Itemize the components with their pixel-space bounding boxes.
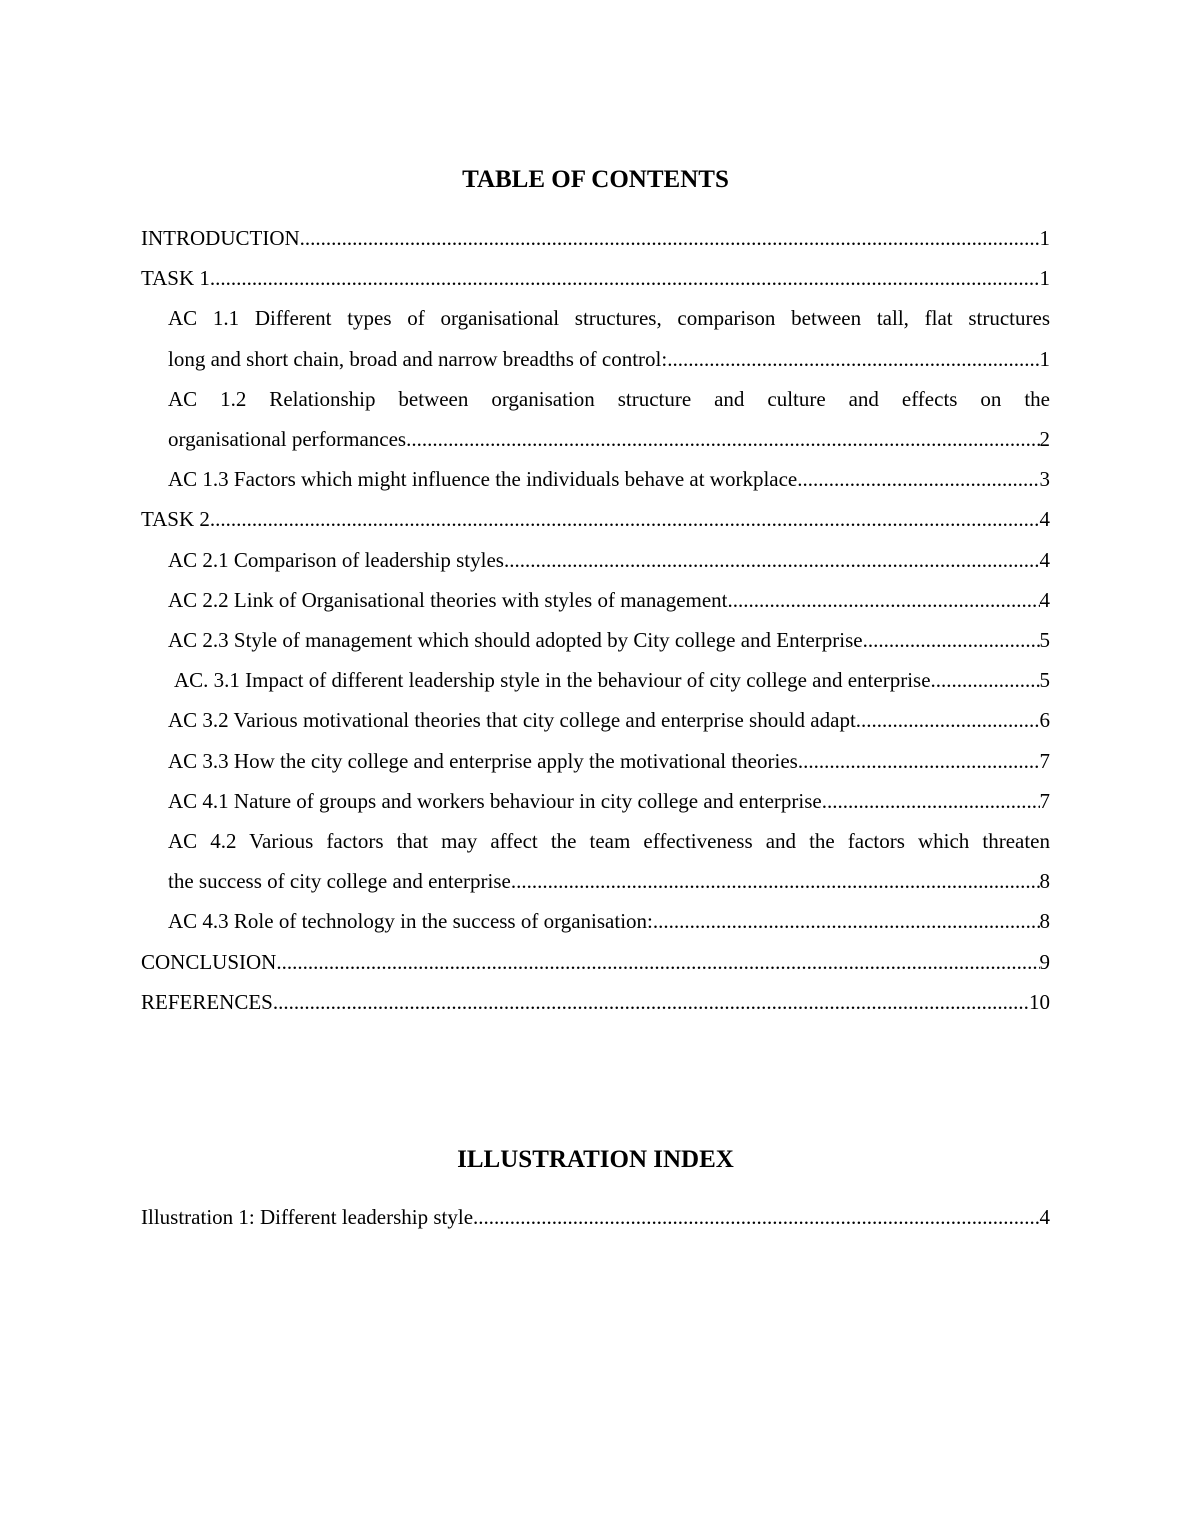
toc-entry-text: AC 2.3 Style of management which should adopted by City college and Enterprise bbox=[168, 628, 863, 653]
toc-entry[interactable] bbox=[141, 499, 1050, 539]
toc-entry-text: TASK 1 bbox=[141, 266, 210, 291]
toc-entry[interactable] bbox=[141, 379, 1050, 459]
toc-entry-text-line1: AC 1.2 Relationship between organisation structure and culture and effects on the bbox=[168, 386, 1050, 411]
toc-entry[interactable] bbox=[141, 821, 1050, 901]
toc-entry[interactable] bbox=[141, 741, 1050, 781]
dot-leader bbox=[728, 580, 1040, 620]
dot-leader bbox=[210, 499, 1040, 539]
toc-page-number: 8 bbox=[1039, 869, 1050, 894]
toc-entry[interactable] bbox=[141, 901, 1050, 941]
toc-title: TABLE OF CONTENTS bbox=[462, 166, 729, 193]
dot-leader bbox=[473, 1197, 1039, 1237]
dot-leader bbox=[797, 459, 1039, 499]
toc-page-number: 8 bbox=[1039, 909, 1050, 934]
dot-leader bbox=[276, 942, 1039, 982]
illustration-index-list bbox=[141, 1197, 1050, 1237]
toc-page-number: 7 bbox=[1039, 788, 1050, 813]
toc-entry-text-line1: AC 4.2 Various factors that may affect the team effectiveness and the factors which threaten bbox=[168, 829, 1050, 854]
dot-leader bbox=[856, 700, 1040, 740]
toc-entry[interactable] bbox=[141, 660, 1050, 700]
dot-leader bbox=[504, 540, 1040, 580]
toc-entry-text: AC 4.3 Role of technology in the success of organisation: bbox=[168, 909, 653, 934]
toc-entry[interactable] bbox=[141, 982, 1050, 1022]
toc-entry-text: AC 3.2 Various motivational theories that city college and enterprise should adapt bbox=[168, 708, 856, 733]
toc-page-number: 7 bbox=[1039, 748, 1050, 773]
toc-entry[interactable] bbox=[141, 218, 1050, 258]
toc-entry-text: AC 4.1 Nature of groups and workers behaviour in city college and enterprise bbox=[168, 788, 822, 813]
toc-entry[interactable] bbox=[141, 540, 1050, 580]
dot-leader bbox=[300, 218, 1040, 258]
toc-entry-text: AC 3.3 How the city college and enterprise apply the motivational theories bbox=[168, 748, 798, 773]
illustration-entry[interactable] bbox=[141, 1197, 1050, 1237]
toc-entry-text: TASK 2 bbox=[141, 507, 210, 532]
dot-leader bbox=[931, 660, 1040, 700]
dot-leader bbox=[798, 741, 1040, 781]
toc-page-number: 2 bbox=[1039, 427, 1050, 452]
toc-entry[interactable] bbox=[141, 580, 1050, 620]
toc-page-number: 1 bbox=[1039, 266, 1050, 291]
toc-page-number: 4 bbox=[1039, 507, 1050, 532]
toc-page-number: 4 bbox=[1039, 587, 1050, 612]
toc-entry[interactable] bbox=[141, 459, 1050, 499]
toc-entry[interactable] bbox=[141, 298, 1050, 378]
toc-entry-text: AC 2.2 Link of Organisational theories with styles of management bbox=[168, 587, 728, 612]
toc-entry-text: long and short chain, broad and narrow breadths of control: bbox=[168, 346, 668, 371]
toc-page-number: 5 bbox=[1039, 628, 1050, 653]
toc-page-number: 4 bbox=[1039, 547, 1050, 572]
toc-entry[interactable] bbox=[141, 258, 1050, 298]
dot-leader bbox=[822, 781, 1040, 821]
toc-entry-text: AC 1.3 Factors which might influence the individuals behave at workplace bbox=[168, 467, 798, 492]
toc-page-number: 5 bbox=[1039, 668, 1050, 693]
toc-entry[interactable] bbox=[141, 700, 1050, 740]
toc-entry-text: INTRODUCTION bbox=[141, 226, 300, 250]
toc-page-number: 1 bbox=[1039, 226, 1050, 250]
toc-entry-text: AC. 3.1 Impact of different leadership style in the behaviour of city college and enterprise bbox=[174, 668, 931, 693]
toc-entry-text-line1: AC 1.1 Different types of organisational structures, comparison between tall, flat structures bbox=[168, 306, 1050, 331]
toc-entry-text: organisational performances bbox=[168, 427, 407, 452]
toc-page-number: 1 bbox=[1039, 346, 1050, 371]
toc-entry-text: the success of city college and enterprise bbox=[168, 869, 511, 894]
dot-leader bbox=[210, 258, 1040, 298]
illustration-page-number: 4 bbox=[1039, 1205, 1050, 1229]
toc-entry[interactable] bbox=[141, 942, 1050, 982]
toc-entry-text: REFERENCES bbox=[141, 989, 273, 1014]
toc-page-number: 9 bbox=[1039, 949, 1050, 974]
dot-leader bbox=[653, 901, 1040, 941]
illustration-entry-text: Illustration 1: Different leadership style bbox=[141, 1205, 474, 1229]
dot-leader bbox=[511, 861, 1040, 901]
dot-leader bbox=[273, 982, 1029, 1022]
toc-entry[interactable] bbox=[141, 781, 1050, 821]
dot-leader bbox=[667, 339, 1039, 379]
illustration-index-title: ILLUSTRATION INDEX bbox=[457, 1146, 734, 1173]
toc-entry-text: CONCLUSION bbox=[141, 949, 277, 974]
toc-page-number: 10 bbox=[1029, 989, 1050, 1014]
toc-list bbox=[141, 218, 1050, 1022]
dot-leader bbox=[406, 419, 1039, 459]
toc-entry-text: AC 2.1 Comparison of leadership styles bbox=[168, 547, 504, 572]
toc-page-number: 6 bbox=[1039, 708, 1050, 733]
toc-entry[interactable] bbox=[141, 620, 1050, 660]
toc-page-number: 3 bbox=[1039, 467, 1050, 492]
dot-leader bbox=[863, 620, 1040, 660]
